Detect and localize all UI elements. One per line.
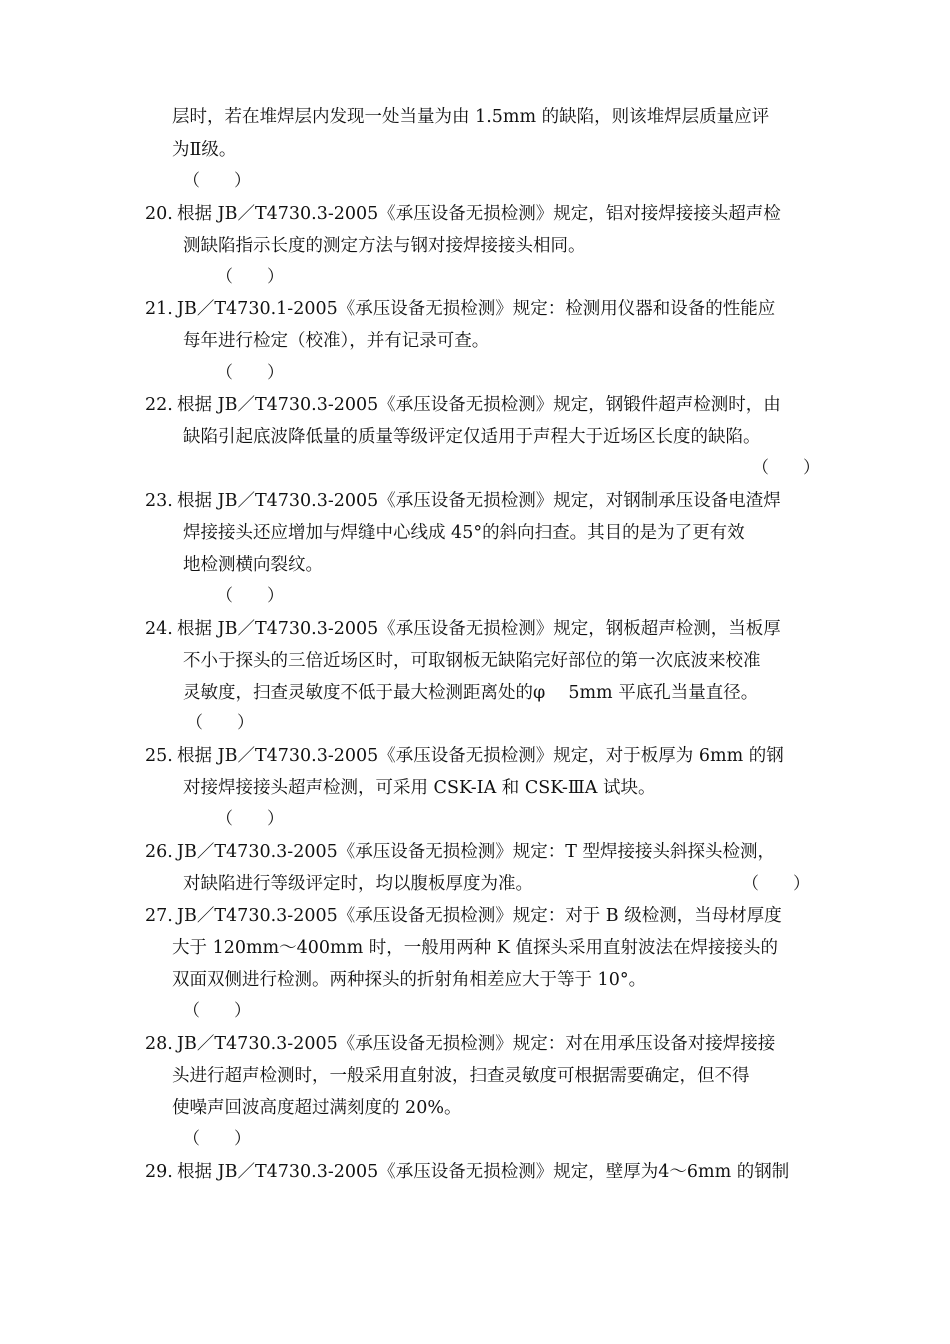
question-24-answer-blank[interactable]: （ ）: [186, 713, 254, 733]
question-20-number: 20.: [145, 204, 173, 224]
question-26-answer-blank[interactable]: （ ）: [742, 874, 810, 894]
question-20-line-2: 测缺陷指示长度的测定方法与钢对接焊接接头相同。: [183, 236, 586, 256]
question-21-line-1: JB／T4730.1-2005《承压设备无损检测》规定：检测用仪器和设备的性能应: [177, 299, 776, 319]
question-24-line-3: 灵敏度，扫查灵敏度不低于最大检测距离处的φ 5mm 平底孔当量直径。: [183, 683, 759, 703]
question-22-number: 22.: [145, 395, 173, 415]
question-26-line-1: JB／T4730.3-2005《承压设备无损检测》规定：T 型焊接接头斜探头检测，: [177, 842, 775, 862]
question-29-number: 29.: [145, 1162, 173, 1182]
question-24-number: 24.: [145, 619, 173, 639]
question-25-line-1: 根据 JB／T4730.3-2005《承压设备无损检测》规定，对于板厚为 6mm 的钢: [177, 746, 784, 766]
question-19-answer-blank[interactable]: （ ）: [183, 171, 251, 191]
question-27-answer-blank[interactable]: （ ）: [183, 1001, 251, 1021]
question-23-answer-blank[interactable]: （ ）: [216, 586, 284, 606]
question-24-line-1: 根据 JB／T4730.3-2005《承压设备无损检测》规定，钢板超声检测，当板厚: [177, 619, 781, 639]
question-28-line-2: 头进行超声检测时，一般采用直射波，扫查灵敏度可根据需要确定，但不得: [172, 1066, 750, 1086]
question-20-line-1: 根据 JB／T4730.3-2005《承压设备无损检测》规定，铝对接焊接接头超声检: [177, 204, 781, 224]
question-21-number: 21.: [145, 299, 173, 319]
question-28-line-1: JB／T4730.3-2005《承压设备无损检测》规定：对在用承压设备对接焊接接: [177, 1034, 776, 1054]
question-27-line-1: JB／T4730.3-2005《承压设备无损检测》规定：对于 B 级检测，当母材厚度: [177, 906, 782, 926]
question-26-line-2: 对缺陷进行等级评定时，均以腹板厚度为准。: [183, 874, 533, 894]
question-22-answer-blank[interactable]: （ ）: [752, 458, 820, 478]
question-23-number: 23.: [145, 491, 173, 511]
question-29-line-1: 根据 JB／T4730.3-2005《承压设备无损检测》规定，壁厚为4～6mm 的钢制: [177, 1162, 790, 1182]
question-23-line-3: 地检测横向裂纹。: [183, 555, 323, 575]
question-28-line-3: 使噪声回波高度超过满刻度的 20%。: [172, 1098, 462, 1118]
question-25-answer-blank[interactable]: （ ）: [216, 809, 284, 829]
question-23-line-2: 焊接接头还应增加与焊缝中心线成 45°的斜向扫查。其目的是为了更有效: [183, 523, 745, 543]
question-27-line-3: 双面双侧进行检测。两种探头的折射角相差应大于等于 10°。: [172, 970, 647, 990]
question-21-line-2: 每年进行检定（校准），并有记录可查。: [183, 331, 490, 351]
question-19-line-2: 为Ⅱ级。: [172, 140, 237, 160]
question-21-answer-blank[interactable]: （ ）: [216, 363, 284, 383]
question-19-line-1: 层时，若在堆焊层内发现一处当量为由 1.5mm 的缺陷，则该堆焊层质量应评: [172, 107, 770, 127]
question-25-number: 25.: [145, 746, 173, 766]
question-25-line-2: 对接焊接接头超声检测，可采用 CSK-IA 和 CSK-ⅢA 试块。: [183, 778, 656, 798]
question-26-number: 26.: [145, 842, 173, 862]
question-22-line-2: 缺陷引起底波降低量的质量等级评定仅适用于声程大于近场区长度的缺陷。: [183, 427, 761, 447]
question-20-answer-blank[interactable]: （ ）: [216, 267, 284, 287]
question-23-line-1: 根据 JB／T4730.3-2005《承压设备无损检测》规定，对钢制承压设备电渣焊: [177, 491, 781, 511]
question-24-line-2: 不小于探头的三倍近场区时，可取钢板无缺陷完好部位的第一次底波来校准: [183, 651, 761, 671]
question-22-line-1: 根据 JB／T4730.3-2005《承压设备无损检测》规定，钢锻件超声检测时，由: [177, 395, 781, 415]
question-28-number: 28.: [145, 1034, 173, 1054]
question-28-answer-blank[interactable]: （ ）: [183, 1129, 251, 1149]
question-27-line-2: 大于 120mm～400mm 时，一般用两种 K 值探头采用直射波法在焊接接头的: [172, 938, 779, 958]
question-27-number: 27.: [145, 906, 173, 926]
